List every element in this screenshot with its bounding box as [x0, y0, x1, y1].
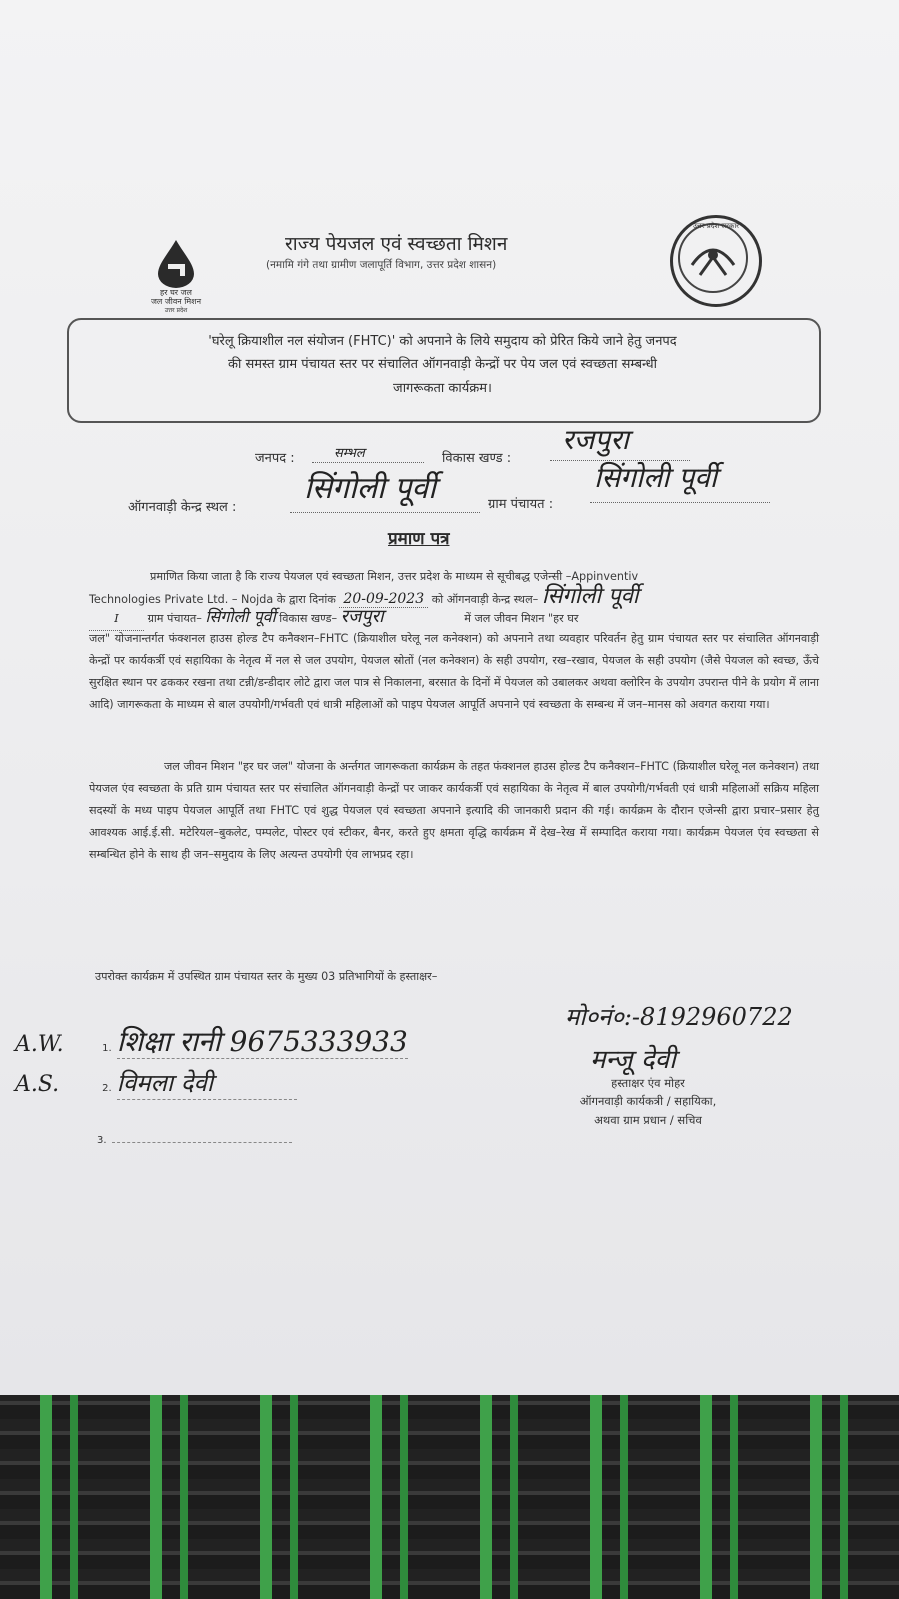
panchayat-field [590, 458, 770, 503]
participant-signature [112, 1130, 292, 1143]
signature-caption [548, 1074, 748, 1129]
participant-row-2 [15, 1066, 297, 1100]
certificate-paragraph-1: जल" योजनान्तर्गत फंक्शनल हाउस होल्ड टैप कनैक्शन–FHTC (क्रियाशील घरेलू नल कनेक्शन) को अपनाने तथा व्यवहार परिवर्तन हेतु ग्राम पंचायत स्तर पर संचालित ऑगनवाड़ी केन्द्रों पर कार्यकर्त्री एवं सहायिका के नेतृत्व में नल से जल उपयोग, पेयजल स्रोतों (नल कनेक्शन) के सही उपयोग, रख–रखाव, पेयजल के सही उपयोग (जैसे पेयजल को स्वच्छ, ऊँचे सुरक्षित स्थान पर ढककर रखना तथा टन्नी/डन्डीदार लोटे द्वारा जल पात्र से निकालना, बरसात के दिनों में पेयजल को उबालकर अथवा क्लोरिन के उपयोग उपरान्त पीने के प्रयोग में लाना आदि) जागरूकता के माध्यम से बाल उपयोगी/गर्भवती एवं धात्री महिलाओं को पाइप पेयजल आपूर्ति अपनाने एवं स्वच्छता के सम्बन्ध में जन–मानस को अवगत कराया गया। [89, 632, 819, 711]
page-subtitle: (नमामि गंगे तथा ग्रामीण जलापूर्ति विभाग, उत्तर प्रदेश शासन) [266, 259, 497, 271]
background-fabric [0, 1395, 899, 1599]
panchayat-inline-value: सिंगोली पूर्वी [205, 607, 276, 626]
participant-row-3 [97, 1128, 292, 1147]
date-value: 20-09-2023 [339, 591, 428, 608]
agency-text: Technologies Private Ltd. – Nojda के द्वारा दिनांक [89, 593, 336, 606]
mobile-number: मो०नं०:-8192960722 [565, 1003, 793, 1031]
logo-text-1: हर घर जल [160, 288, 192, 297]
block-inline-value: रजपुरा [340, 606, 384, 627]
block-label: विकास खण्ड : [442, 451, 512, 466]
mission-text: में जल जीवन मिशन "हर घर [464, 612, 579, 625]
panchayat-value: सिंगोली पूर्वी [594, 461, 718, 494]
signature-caption-2: ऑगनवाड़ी कार्यकत्री / सहायिका, [579, 1094, 717, 1109]
water-drop-icon [150, 238, 202, 290]
participants-intro: उपरोक्त कार्यक्रम में उपस्थित ग्राम पंचायत स्तर के मुख्य 03 प्रतिभागियों के हस्ताक्षर– [95, 970, 438, 983]
district-field [312, 442, 424, 463]
participant-signature: शिक्षा रानी 9675333933 [116, 1025, 408, 1058]
certificate-heading: प्रमाण पत्र [388, 529, 450, 549]
emblem-text: उत्तर प्रदेश सरकार [692, 222, 740, 230]
panchayat-label: ग्राम पंचायत : [488, 497, 554, 512]
participant-number: 1. [102, 1043, 112, 1054]
block-value: रजपुरा [562, 423, 629, 456]
certificate-line-1: प्रमाणित किया जाता है कि राज्य पेयजल एवं स्वच्छता मिशन, उत्तर प्रदेश के माध्यम से सूचीबद्ध एजेन्सी –Appinventiv [150, 570, 639, 583]
participant-signature: विमला देवी [117, 1066, 297, 1100]
participant-tag: A.S. [15, 1072, 60, 1097]
page-title: राज्य पेयजल एवं स्वच्छता मिशन [285, 233, 508, 255]
signature-caption-3: अथवा ग्राम प्रधान / सचिव [594, 1112, 702, 1127]
anganwadi-site-value: सिंगोली पूर्वी [541, 584, 639, 609]
up-government-emblem [670, 215, 762, 307]
program-line-1: 'घरेलू क्रियाशील नल संयोजन (FHTC)' को अपनाने के लिये समुदाय को प्रेरित किये जाने हेतु जनपद [208, 334, 677, 349]
participant-number: 3. [97, 1135, 107, 1146]
program-description [80, 330, 805, 400]
participant-tag: A.W. [15, 1032, 64, 1057]
district-label: जनपद : [255, 451, 295, 466]
logo-text-3: उत्तर प्रदेश [164, 307, 188, 314]
participant-number: 2. [102, 1083, 112, 1094]
certificate-paragraph-2: जल जीवन मिशन "हर घर जल" योजना के अर्न्तगत जागरूकता कार्यक्रम के तहत फंक्शनल हाउस होल्ड टैप कनैक्शन–FHTC (क्रियाशील घरेलू नल कनेक्शन) तथा पेयजल एंव स्वच्छता के प्रति ग्राम पंचायत स्तर पर संचालित ऑगनवाड़ी केन्द्रों पर जाकर कार्यकर्त्री एवं सहायिका के नेतृत्व में बाल उपयोगी/गर्भवती एवं धात्री महिलाओं सक्रिय महिला सदस्यों के मध्य पाइप पेयजल आपूर्ति तथा FHTC एवं शुद्ध पेयजल एवं स्वच्छता अपनाने इत्यादि की जानकारी प्रदान की गई। कार्यक्रम के दौरान एजेन्सी द्वारा प्रचार–प्रसार हेतु आवश्यक आई.ई.सी. मटेरियल–बुकलेट, पम्पलेट, पोस्टर एवं स्टीकर, बैनर, करते हुए क्षमता वृद्धि कार्यक्रम मेें देख–रेख में सम्पादित कराया गया। कार्यक्रम पेयजल एंव स्वच्छता से सम्बन्धित होने के साथ ही जन–समुदाय के लिए अत्यन्त उपयोगी एंव लाभप्रद रहा। [89, 760, 819, 861]
anganwadi-field [290, 466, 480, 513]
har-ghar-jal-logo [150, 238, 202, 320]
line3-mark: I [89, 608, 144, 631]
block-field [550, 420, 690, 461]
program-line-3: जागरूकता कार्यक्रम। [393, 380, 492, 396]
panchayat-text: ग्राम पंचायत– [147, 612, 202, 625]
participant-row-1 [15, 1022, 408, 1060]
anganwadi-site-text: को ऑगनवाड़ी केन्द्र स्थल– [431, 593, 539, 606]
signature-caption-1: हस्ताक्षर एंव मोहर [611, 1076, 685, 1090]
program-line-2: की समस्त ग्राम पंचायत स्तर पर संचालित ऑगनवाड़ी केन्द्रों पर पेय जल एवं स्वच्छता सम्बन्धी [227, 357, 658, 373]
logo-text-2: जल जीवन मिशन [150, 297, 202, 306]
block-text: विकास खण्ड– [279, 612, 338, 625]
district-value: सम्भल [334, 446, 365, 461]
anganwadi-value: सिंगोली पूर्वी [304, 471, 436, 506]
anganwadi-label: ऑगनवाड़ी केन्द्र स्थल : [128, 500, 237, 515]
signatory-name: मन्जू देवी [590, 1045, 676, 1075]
